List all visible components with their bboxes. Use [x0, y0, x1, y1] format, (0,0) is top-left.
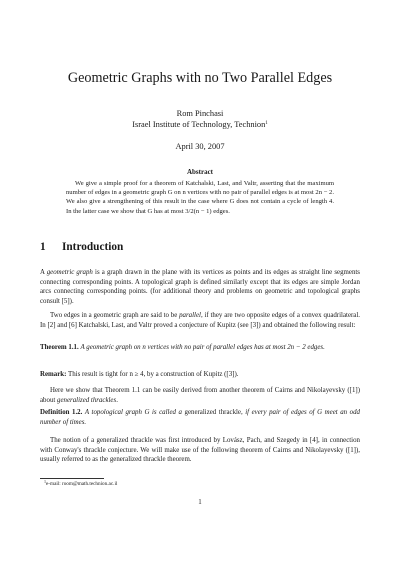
footnote — [44, 481, 117, 488]
definition-1-2: Definition 1.2. A topological graph G is called a generalized thrackle, if every pair of edges of G meet an odd number of times. — [40, 409, 360, 426]
affiliation-footnote-mark: 1 — [265, 121, 268, 126]
term-generalized-thrackles: generalized thrackles — [57, 396, 117, 404]
paragraph-geometric-graph: A geometric graph is a graph drawn in the plane with its vertices as points and its edges as straight line segments connecting corresponding points. A topological graph is defined similarly except that its edges are simple Jordan arcs connecting corresponding points. (for additional theory and problems on geometric and topological graphs consult [5]). — [40, 269, 360, 305]
footnote-email: e-mail: room@math.technion.ac.il — [46, 481, 118, 487]
author-affiliation — [0, 120, 400, 131]
definition-label: Definition 1.2. — [40, 409, 83, 416]
term-geometric-graph: geometric graph — [46, 269, 93, 276]
paragraph-parallel-edges: Two edges in a geometric graph are said to be parallel, if they are two opposite edges of a convex quadrilateral. In [2] and [6] Katchalski, Last, and Valtr proved a conjecture of Kupitz (see [3]) and obtained the following result: — [40, 312, 360, 329]
remark — [40, 370, 360, 380]
section-number: 1 — [40, 241, 46, 253]
affiliation-text: Israel Institute of Technology, Technion — [132, 120, 266, 129]
page-number: 1 — [198, 499, 202, 506]
abstract-heading: Abstract — [186, 168, 214, 176]
term-generalized-thrackle: generalized thrackle — [184, 409, 241, 416]
footnote-mark: 1 — [44, 479, 46, 484]
paragraph-thrackle-intro: Here we show that Theorem 1.1 can be easily derived from another theorem of Cairns and Nikolayevsky ([1]) about generalized thrackles. — [40, 387, 360, 404]
theorem-label: Theorem 1.1. — [40, 344, 79, 351]
section-title: Introduction — [62, 241, 124, 253]
paper-date: April 30, 2007 — [175, 142, 225, 151]
term-parallel: parallel — [179, 312, 201, 319]
author-name: Rom Pinchasi — [176, 109, 224, 118]
abstract-text: We give a simple proof for a theorem of Katchalski, Last, and Valtr, asserting that the maximum number of edges in a geometric graph G on n vertices with no pair of parallel edges is at most 2n − 2. We also give a strengthening of this result in the case where G does not contain a cycle of length 4. In the latter case we show that G has at most 3/2(n − 1) edges. — [66, 180, 334, 215]
paragraph-thrackle-notion: The notion of a generalized thrackle was first introduced by Lovász, Pach, and Szegedy in [4], in connection with Conway's thrackle conjecture. We will make use of the following theorem of Cairns and Nikolayevsky ([1]), usually referred to as the generalized thrackle theorem. — [40, 437, 360, 464]
paper-title: Geometric Graphs with no Two Parallel Edges — [67, 70, 333, 86]
section-heading — [40, 240, 123, 254]
theorem-1-1 — [40, 343, 360, 353]
footnote-rule — [40, 478, 104, 479]
remark-text: This result is tight for n ≥ 4, by a construction of Kupitz ([3]). — [68, 371, 239, 378]
theorem-text: A geometric graph on n vertices with no pair of parallel edges has at most 2n − 2 edges. — [80, 344, 325, 351]
remark-label: Remark: — [40, 371, 67, 378]
